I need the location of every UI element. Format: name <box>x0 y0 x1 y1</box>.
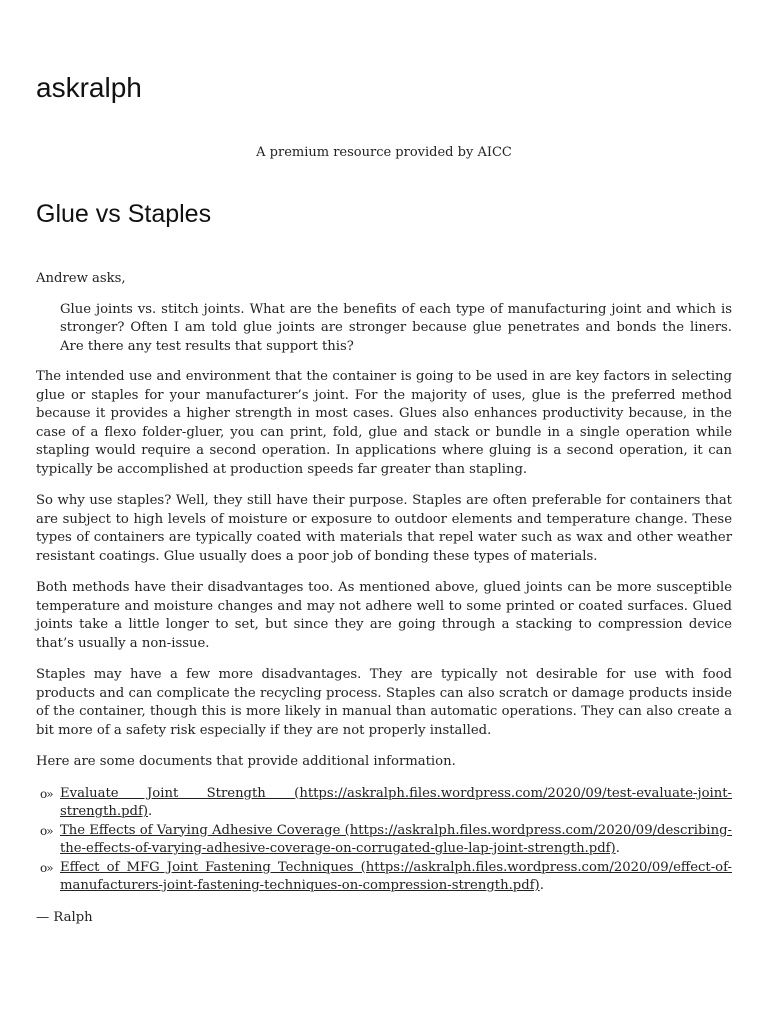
reference-trail: . <box>615 841 620 856</box>
reference-link-fastening-techniques[interactable]: Effect of MFG Joint Fastening Techniques (https://askralph.files.wordpress.com/2020/09/effect-of-manufacturers-joint-fastening-techniques-on-compression-strength.pdf) <box>60 859 732 893</box>
reference-list <box>36 785 732 896</box>
bullet-icon: o» <box>40 823 53 838</box>
asker-line: Andrew asks, <box>36 271 126 286</box>
question-quote: Glue joints vs. stitch joints. What are the benefits of each type of manufacturing joint and which is stronger? Often I am told glue joints are stronger because glue penetrates and bonds the liners. Are there any test results that support this? <box>60 301 732 354</box>
reference-link-joint-strength[interactable]: Evaluate Joint Strength (https://askralph.files.wordpress.com/2020/09/test-evaluate-joint-strength.pdf) <box>60 785 732 819</box>
reference-link-adhesive-coverage[interactable]: The Effects of Varying Adhesive Coverage (https://askralph.files.wordpress.com/2020/09/describing-the-effects-of-varying-adhesive-coverage-on-corrugated-glue-lap-joint-strength.pdf) <box>60 822 733 856</box>
reference-trail: . <box>539 878 544 893</box>
answer-paragraph-1: The intended use and environment that the container is going to be used in are key factors in selecting glue or staples for your manufacturer’s joint. For the majority of uses, glue is the preferred method because it provides a higher strength in most cases. Glues also enhances productivity because, in the case of a flexo folder-gluer, you can print, fold, glue and stack or bundle in a single operation while stapling would require a second operation. In applications where gluing is a second operation, it can typically be accomplished at production speeds far greater than stapling. <box>36 369 732 477</box>
tagline: A premium resource provided by AICC <box>256 145 512 160</box>
answer-paragraph-3: Both methods have their disadvantages too. As mentioned above, glued joints can be more susceptible temperature and moisture changes and may not adhere well to some printed or coated surfaces. Glued joints take a little longer to set, but since they are going through a stacking to compression device that’s usually a non-issue. <box>36 580 732 651</box>
answer-paragraph-2: So why use staples? Well, they still have their purpose. Staples are often preferable for containers that are subject to high levels of moisture or exposure to outdoor elements and temperature change. These types of containers are typically coated with materials that repel water such as wax and other weather resistant coatings. Glue usually does a poor job of bonding these types of materials. <box>36 493 732 564</box>
answer-paragraph-5: Here are some documents that provide additional information. <box>36 754 456 769</box>
post-content <box>36 270 732 940</box>
reference-item <box>36 785 732 822</box>
site-title[interactable]: askralph <box>36 72 142 103</box>
reference-item <box>36 859 732 896</box>
answer-paragraph-4: Staples may have a few more disadvantages. They are typically not desirable for use with food products and can complicate the recycling process. Staples can also scratch or damage products inside of the container, though this is more likely in manual than automatic operations. They can also create a bit more of a safety risk especially if they are not properly installed. <box>36 667 732 738</box>
bullet-icon: o» <box>40 860 53 875</box>
reference-item <box>36 822 732 859</box>
signature: — Ralph <box>36 909 93 925</box>
post-title: Glue vs Staples <box>36 200 212 228</box>
bullet-icon: o» <box>40 786 53 801</box>
reference-trail: . <box>148 804 153 819</box>
